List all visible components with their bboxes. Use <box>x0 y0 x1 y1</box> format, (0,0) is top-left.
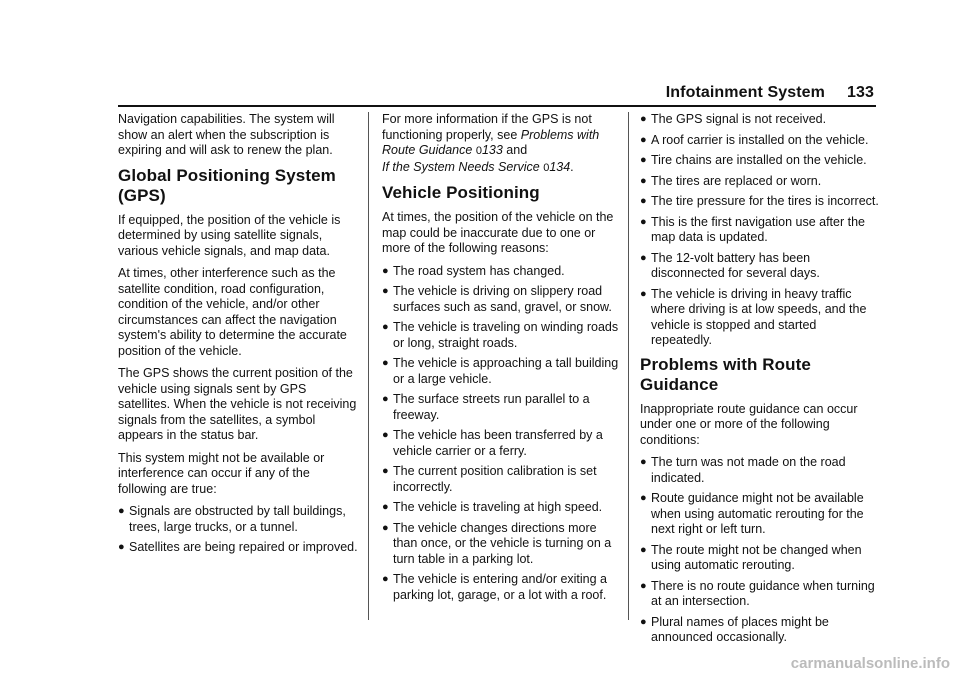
vehicle-positioning-heading: Vehicle Positioning <box>382 183 540 202</box>
column-divider <box>368 112 369 620</box>
bullet-icon: ● <box>118 541 125 553</box>
bullet-icon: ● <box>382 429 389 441</box>
more-info-paragraph: For more information if the GPS is not functioning properly, see Problems with Route Guidance 0133 and If the System Needs Service 0134. <box>382 112 600 174</box>
list-item: ● The vehicle is driving in heavy traffic where driving is at low speeds, and the vehicle is stopped and started repeatedly. <box>640 286 867 347</box>
column-3 <box>640 112 880 651</box>
column-divider <box>628 112 629 620</box>
bullet-icon: ● <box>382 264 389 277</box>
gps-heading: Global Positioning System (GPS) <box>118 165 336 205</box>
list-item: ● The vehicle is traveling on winding roads or long, straight roads. <box>382 320 619 350</box>
bullet-icon: ● <box>640 543 647 556</box>
watermark: carmanualsonline.info <box>790 655 950 672</box>
section-title: Infotainment System <box>665 84 825 101</box>
bullet-icon: ● <box>382 465 389 477</box>
positioning-bullet-list-continued <box>640 112 880 349</box>
bullet-icon: ● <box>640 579 647 592</box>
list-item: ● The route might not be changed when using automatic rerouting. <box>640 542 862 572</box>
list-item: ● The road system has changed. <box>382 263 565 278</box>
bullet-icon: ● <box>640 154 647 166</box>
page-arrow-icon: 0 <box>475 145 482 157</box>
bullet-icon: ● <box>118 505 125 517</box>
positioning-bullet-list <box>382 264 622 604</box>
bullet-icon: ● <box>382 521 389 534</box>
gps-paragraph-1: If equipped, the position of the vehicle is determined by using satellite signals, various vehicle signals, and map data. <box>118 212 341 258</box>
bullet-icon: ● <box>640 215 647 228</box>
list-item: ● Tire chains are installed on the vehicle. <box>640 153 867 167</box>
bullet-icon: ● <box>382 285 389 297</box>
bullet-icon: ● <box>640 251 647 264</box>
bullet-icon: ● <box>382 501 389 513</box>
bullet-icon: ● <box>640 113 647 125</box>
vehicle-positioning-paragraph: At times, the position of the vehicle on the map could be inaccurate due to one or more of the following reasons: <box>382 210 614 255</box>
bullet-icon: ● <box>640 174 647 187</box>
route-guidance-heading: Problems with Route Guidance <box>640 354 811 394</box>
bullet-icon: ● <box>382 573 389 585</box>
cross-reference-page[interactable]: 133 <box>481 143 503 157</box>
list-item: ● Satellites are being repaired or improved. <box>118 540 358 554</box>
list-item: ● The tire pressure for the tires is incorrect. <box>640 194 879 208</box>
gps-bullet-list <box>118 504 358 556</box>
intro-paragraph: Navigation capabilities. The system will show an alert when the subscription is expiring and will ask to renew the plan. <box>118 112 335 157</box>
page-number: 133 <box>847 84 874 101</box>
gps-paragraph-4: This system might not be available or interference can occur if any of the following are true: <box>118 450 325 496</box>
bullet-icon: ● <box>640 492 647 504</box>
list-item: ● The GPS signal is not received. <box>640 112 827 126</box>
bullet-icon: ● <box>640 195 647 207</box>
list-item: ● The surface streets run parallel to a freeway. <box>382 392 590 422</box>
list-item: ● The vehicle changes directions more than once, or the vehicle is turning on a turn table in a parking lot. <box>382 520 612 566</box>
page-arrow-icon: 0 <box>543 161 550 174</box>
gps-paragraph-2: At times, other interference such as the satellite condition, road configuration, condition of the vehicle, and/or other circumstances can affect the navigation system's ability to determine the accurate position of the vehicle. <box>118 266 347 358</box>
column-1 <box>118 112 358 561</box>
list-item: ● The vehicle is driving on slippery road surfaces such as sand, gravel, or snow. <box>382 284 612 314</box>
gps-paragraph-3: The GPS shows the current position of the vehicle using signals sent by GPS satellites. When the vehicle is not receiving signals from the satellites, a symbol appears in the status bar. <box>118 366 357 442</box>
route-guidance-paragraph: Inappropriate route guidance can occur under one or more of the following conditions: <box>640 401 858 447</box>
list-item: ● The vehicle has been transferred by a vehicle carrier or a ferry. <box>382 428 603 458</box>
list-item: ● Signals are obstructed by tall buildings, trees, large trucks, or a tunnel. <box>118 504 346 534</box>
list-item: ● The vehicle is traveling at high speed. <box>382 500 603 514</box>
bullet-icon: ● <box>640 133 647 146</box>
list-item: ● There is no route guidance when turning at an intersection. <box>640 578 875 608</box>
column-2 <box>382 112 622 608</box>
list-item: ● Plural names of places might be announced occasionally. <box>640 614 829 644</box>
list-item: ● The turn was not made on the road indicated. <box>640 455 846 485</box>
bullet-icon: ● <box>640 456 647 468</box>
list-item: ● The current position calibration is set incorrectly. <box>382 464 597 494</box>
list-item: ● The tires are replaced or worn. <box>640 173 822 188</box>
route-guidance-bullet-list <box>640 455 880 646</box>
list-item: ● The 12-volt battery has been disconnected for several days. <box>640 250 820 280</box>
cross-reference-link[interactable]: Problems with Route Guidance <box>382 127 600 157</box>
page-header <box>666 84 874 102</box>
bullet-icon: ● <box>640 615 647 628</box>
bullet-icon: ● <box>382 321 389 333</box>
list-item: ● Route guidance might not be available when using automatic rerouting for the next right or left turn. <box>640 491 864 536</box>
cross-reference-page[interactable]: 134 <box>549 159 571 174</box>
list-item: ● The vehicle is approaching a tall building or a large vehicle. <box>382 356 619 386</box>
bullet-icon: ● <box>640 287 647 300</box>
list-item: ● The vehicle is entering and/or exiting a parking lot, garage, or a lot with a roof. <box>382 572 608 602</box>
header-rule <box>118 105 876 107</box>
cross-reference-link[interactable]: If the System Needs Service <box>382 159 540 174</box>
bullet-icon: ● <box>382 357 389 369</box>
list-item: ● This is the first navigation use after the map data is updated. <box>640 214 865 244</box>
bullet-icon: ● <box>382 393 389 405</box>
list-item: ● A roof carrier is installed on the vehicle. <box>640 132 869 147</box>
